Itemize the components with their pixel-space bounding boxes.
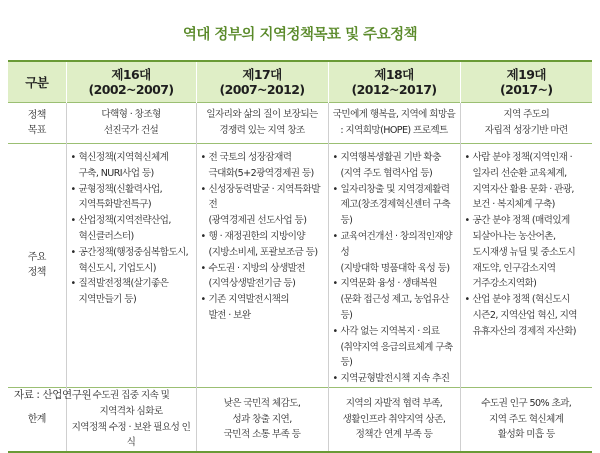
gov-years: (2007~2012): [219, 82, 305, 97]
header-label: 구분: [8, 61, 66, 103]
policy-item: [333, 371, 456, 387]
cell-line: 선진국가 건설: [103, 125, 159, 136]
policy-item: [201, 150, 324, 182]
limit-cell: [328, 387, 460, 452]
policy-cell: [66, 144, 196, 388]
policy-item-line: • 전 국토의 성장잠재력: [208, 152, 292, 163]
gov-name: 제16대: [111, 67, 151, 82]
limit-cell: [196, 387, 328, 452]
policy-item: [333, 276, 456, 323]
policy-item-line: • 일자리창출 및 지역경제활력: [340, 183, 450, 195]
cell-line: 경쟁력 있는 지역 창조: [219, 125, 305, 136]
policy-item-line: (지방소비세, 포괄보조금 등): [208, 246, 318, 258]
gov-name: 제18대: [374, 67, 414, 82]
policy-list: [465, 150, 589, 340]
row-label-policy: [8, 144, 66, 388]
policy-item-line: 유휴자산의 경제적 자산화): [472, 325, 576, 337]
policy-item: [71, 182, 192, 214]
goal-cell: [328, 103, 460, 144]
policy-item-line: 거주강소지역화): [472, 278, 537, 290]
policy-item-line: 극대화(5+2광역경제권 등): [208, 167, 314, 179]
goal-cell: [460, 103, 592, 144]
policy-cell: [460, 144, 592, 388]
cell-line: 지역의 자발적 협력 부족,: [345, 397, 443, 409]
gov-name: 제17대: [242, 67, 282, 82]
policy-item: [333, 324, 456, 371]
policy-item-line: • 산업 분야 정책 (혁신도시: [472, 294, 570, 306]
gov-years: (2017~): [500, 82, 553, 97]
policy-item-line: • 혁신정책(지역혁신체계: [78, 152, 169, 163]
cell-line: 정책: [27, 267, 46, 279]
policy-row: [8, 144, 592, 388]
policy-item-line: 일자리 선순환 교육체계,: [472, 167, 567, 179]
policy-item: [201, 292, 324, 324]
cell-line: 자립적 성장기반 마련: [484, 125, 568, 136]
policy-item-line: • 지역행복생활권 기반 확충: [340, 152, 441, 163]
cell-line: 성과 창출 지연,: [232, 413, 292, 425]
header-gov-16: [66, 61, 196, 103]
policy-item-line: • 교육여건개선 · 창의적인재양성: [340, 230, 452, 258]
cell-line: 다핵형 · 창조형: [101, 109, 161, 121]
cell-line: 목표: [27, 125, 46, 136]
goal-row: [8, 103, 592, 144]
policy-item-line: • 산업정책(지역전략산업,: [78, 215, 171, 227]
policy-list: [71, 150, 192, 308]
limit-cell: [460, 387, 592, 452]
policy-item-line: (광역경제권 선도사업 등): [208, 215, 307, 227]
policy-item-line: 시즌2, 지역산업 혁신, 지역: [472, 309, 577, 321]
policy-item-line: (지역 주도 협력사업 등): [340, 167, 433, 179]
cell-line: 지역정책 수정 · 보완 필요성 인식: [71, 421, 191, 449]
policy-item: [71, 150, 192, 182]
policy-item: [201, 261, 324, 293]
header-row: [8, 61, 592, 103]
policy-item-line: • 수도권 · 지방의 상생발전: [208, 262, 305, 274]
policy-item-line: • 공간 분야 정책 (매력있게: [472, 215, 570, 227]
policy-item-line: 발전 · 보완: [208, 309, 251, 321]
cell-line: 지역격차 심화로: [99, 405, 163, 417]
policy-item-line: 보건 · 복지체계 구축): [472, 199, 555, 211]
cell-line: 생활인프라 취약지역 상존,: [342, 413, 446, 425]
policy-item: [71, 276, 192, 308]
policy-item-line: (지역상생발전기금 등): [208, 278, 296, 290]
page-title: 역대 정부의 지역정책목표 및 주요정책: [182, 27, 418, 43]
policy-item-line: • 사각 없는 지역복지 · 의료: [340, 325, 440, 337]
policy-item-line: 혁신도시, 기업도시): [78, 262, 156, 274]
goal-cell: [196, 103, 328, 144]
policy-item-line: • 신성장동력발굴 · 지역특화발전: [208, 183, 320, 211]
policy-item-line: 도시재생 뉴딜 및 중소도시: [472, 246, 576, 258]
cell-line: 정책간 연계 부족 등: [355, 429, 433, 441]
cell-line: 지역 주도 혁신체계: [489, 413, 564, 425]
policy-item: [465, 150, 589, 213]
policy-cell: [328, 144, 460, 388]
cell-line: 일자리와 삶의 질이 보장되는: [206, 109, 318, 121]
cell-line: 정책: [27, 110, 46, 121]
policy-item-line: • 균형정책(신활력사업,: [78, 183, 163, 195]
policy-item-line: 재도약, 인구감소지역: [472, 262, 556, 274]
policy-item-line: 제고(창조경제혁신센터 구축 등): [340, 199, 451, 227]
cell-line: 국민적 소통 부족 등: [223, 429, 301, 441]
policy-item: [71, 213, 192, 245]
cell-line: 국민에게 행복을, 지역에 희망을: [332, 109, 456, 121]
policy-item-line: (지방대학 명품대학 육성 등): [340, 262, 450, 274]
header-gov-18: [328, 61, 460, 103]
header-gov-17: [196, 61, 328, 103]
policy-item: [201, 229, 324, 261]
gov-years: (2002~2007): [88, 82, 174, 97]
policy-item: [333, 182, 456, 229]
policy-item-line: • 행 · 재정권한의 지방이양: [208, 230, 305, 242]
policy-item-line: • 지역문화 융성 · 생태복원: [340, 278, 437, 290]
policy-item-line: • 사람 분야 정책(지역인재 ·: [472, 152, 573, 163]
policy-item: [333, 150, 456, 182]
policy-item: [71, 245, 192, 277]
policy-table: [8, 60, 592, 453]
header-gov-19: [460, 61, 592, 103]
policy-item-line: 지역특화발전특구): [78, 199, 151, 211]
gov-years: (2012~2017): [351, 82, 437, 97]
policy-item-line: • 공간정책(행정중심복합도시,: [78, 246, 189, 258]
policy-item-line: • 지역균형발전시책 지속 추진: [340, 373, 450, 385]
policy-item-line: • 기존 지역발전시책의: [208, 294, 289, 306]
cell-line: : 지역희망(HOPE) 프로젝트: [340, 125, 448, 136]
cell-line: 낮은 국민적 체감도,: [223, 397, 301, 409]
policy-item-line: • 질적발전정책(살기좋은: [78, 278, 169, 290]
policy-item-line: (문화 접근성 제고, 농업유산 등): [340, 294, 449, 321]
policy-item-line: 되살아나는 농산어촌,: [472, 230, 556, 242]
row-label-goal: [8, 103, 66, 144]
policy-cell: [196, 144, 328, 388]
cell-line: 수도권 집중 지속 및: [92, 389, 170, 401]
goal-cell: [66, 103, 196, 144]
policy-item: [465, 213, 589, 292]
policy-list: [201, 150, 324, 324]
policy-item-line: 구축, NURI사업 등): [78, 167, 154, 179]
policy-item: [333, 229, 456, 276]
policy-item-line: 혁신클러스터): [78, 230, 134, 242]
source-note: 자료 : 산업연구원: [14, 389, 92, 401]
cell-line: 수도권 인구 50% 초과,: [481, 397, 572, 409]
cell-line: 한계: [27, 414, 46, 426]
cell-line: 활성화 미흡 등: [497, 429, 555, 441]
cell-line: 주요: [27, 252, 46, 264]
policy-item-line: (취약지역 응급의료체계 구축 등): [340, 341, 453, 369]
policy-item: [201, 182, 324, 229]
cell-line: 지역 주도의: [503, 109, 550, 121]
limit-row: [8, 387, 592, 452]
policy-item-line: 지역자산 활용 문화 · 관광,: [472, 183, 574, 195]
policy-item: [465, 292, 589, 339]
policy-list: [333, 150, 456, 387]
gov-name: 제19대: [506, 67, 546, 82]
policy-item-line: 지역만들기 등): [78, 294, 137, 306]
